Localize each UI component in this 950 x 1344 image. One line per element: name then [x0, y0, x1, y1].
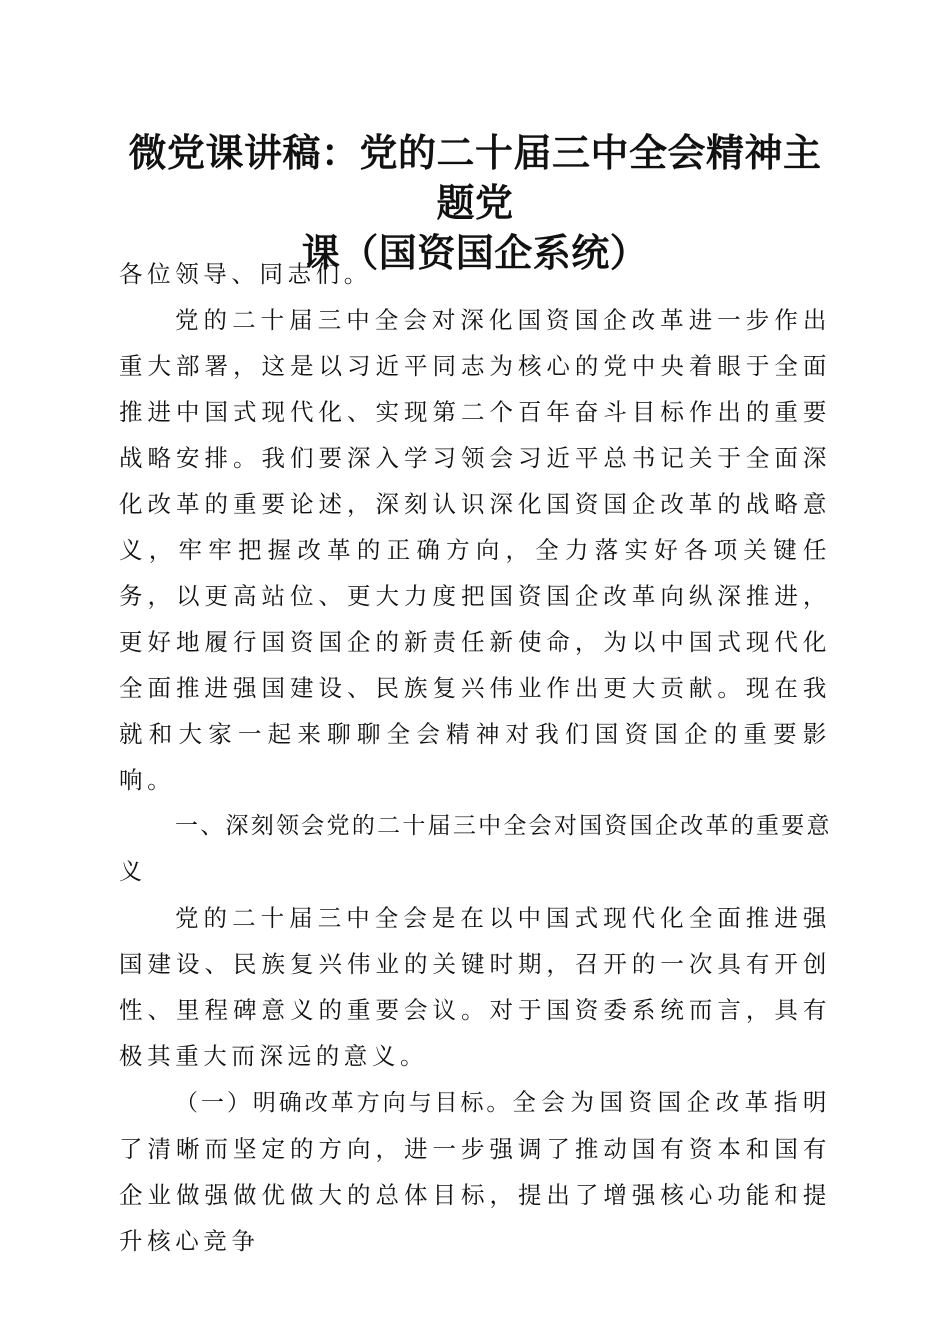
salutation: 各位领导、同志们。 [119, 260, 372, 288]
section-1-paragraph: 党的二十届三中全会是在以中国式现代化全面推进强国建设、民族复兴伟业的关键时期，召开的一次具有开创性、里程碑意义的重要会议。对于国资委系统而言，具有极其重大而深远的意义。 [119, 904, 831, 1070]
section-1-heading: 一、深刻领会党的二十届三中全会对国资国企改革的重要意义 [119, 813, 831, 885]
document-body [119, 251, 831, 1264]
intro-paragraph: 党的二十届三中全会对深化国资国企改革进一步作出重大部署，这是以习近平同志为核心的党中央着眼于全面推进中国式现代化、实现第二个百年奋斗目标作出的重要战略安排。我们要深入学习领会习近平总书记关于全面深化改革的重要论述，深刻认识深化国资国企改革的战略意义，牢牢把握改革的正确方向，全力落实好各项关键任务，以更高站位、更大力度把国资国企改革向纵深推进，更好地履行国资国企的新责任新使命，为以中国式现代化全面推进强国建设、民族复兴伟业作出更大贡献。现在我就和大家一起来聊聊全会精神对我们国资国企的重要影响。 [119, 306, 831, 794]
title-line-2: 课（国资国企系统） [301, 230, 649, 275]
title-line-1: 微党课讲稿：党的二十届三中全会精神主题党 [128, 130, 822, 225]
subsection-1-heading: （一）明确改革方向与目标。 [175, 1090, 513, 1116]
subsection-1-body: 全会为国资国企改革指明了清晰而坚定的方向，进一步强调了推动国有资本和国有企业做强做优做大的总体目标，提出了增强核心功能和提升核心竞争 [119, 1088, 831, 1255]
subsection-1-paragraph [119, 1079, 831, 1264]
